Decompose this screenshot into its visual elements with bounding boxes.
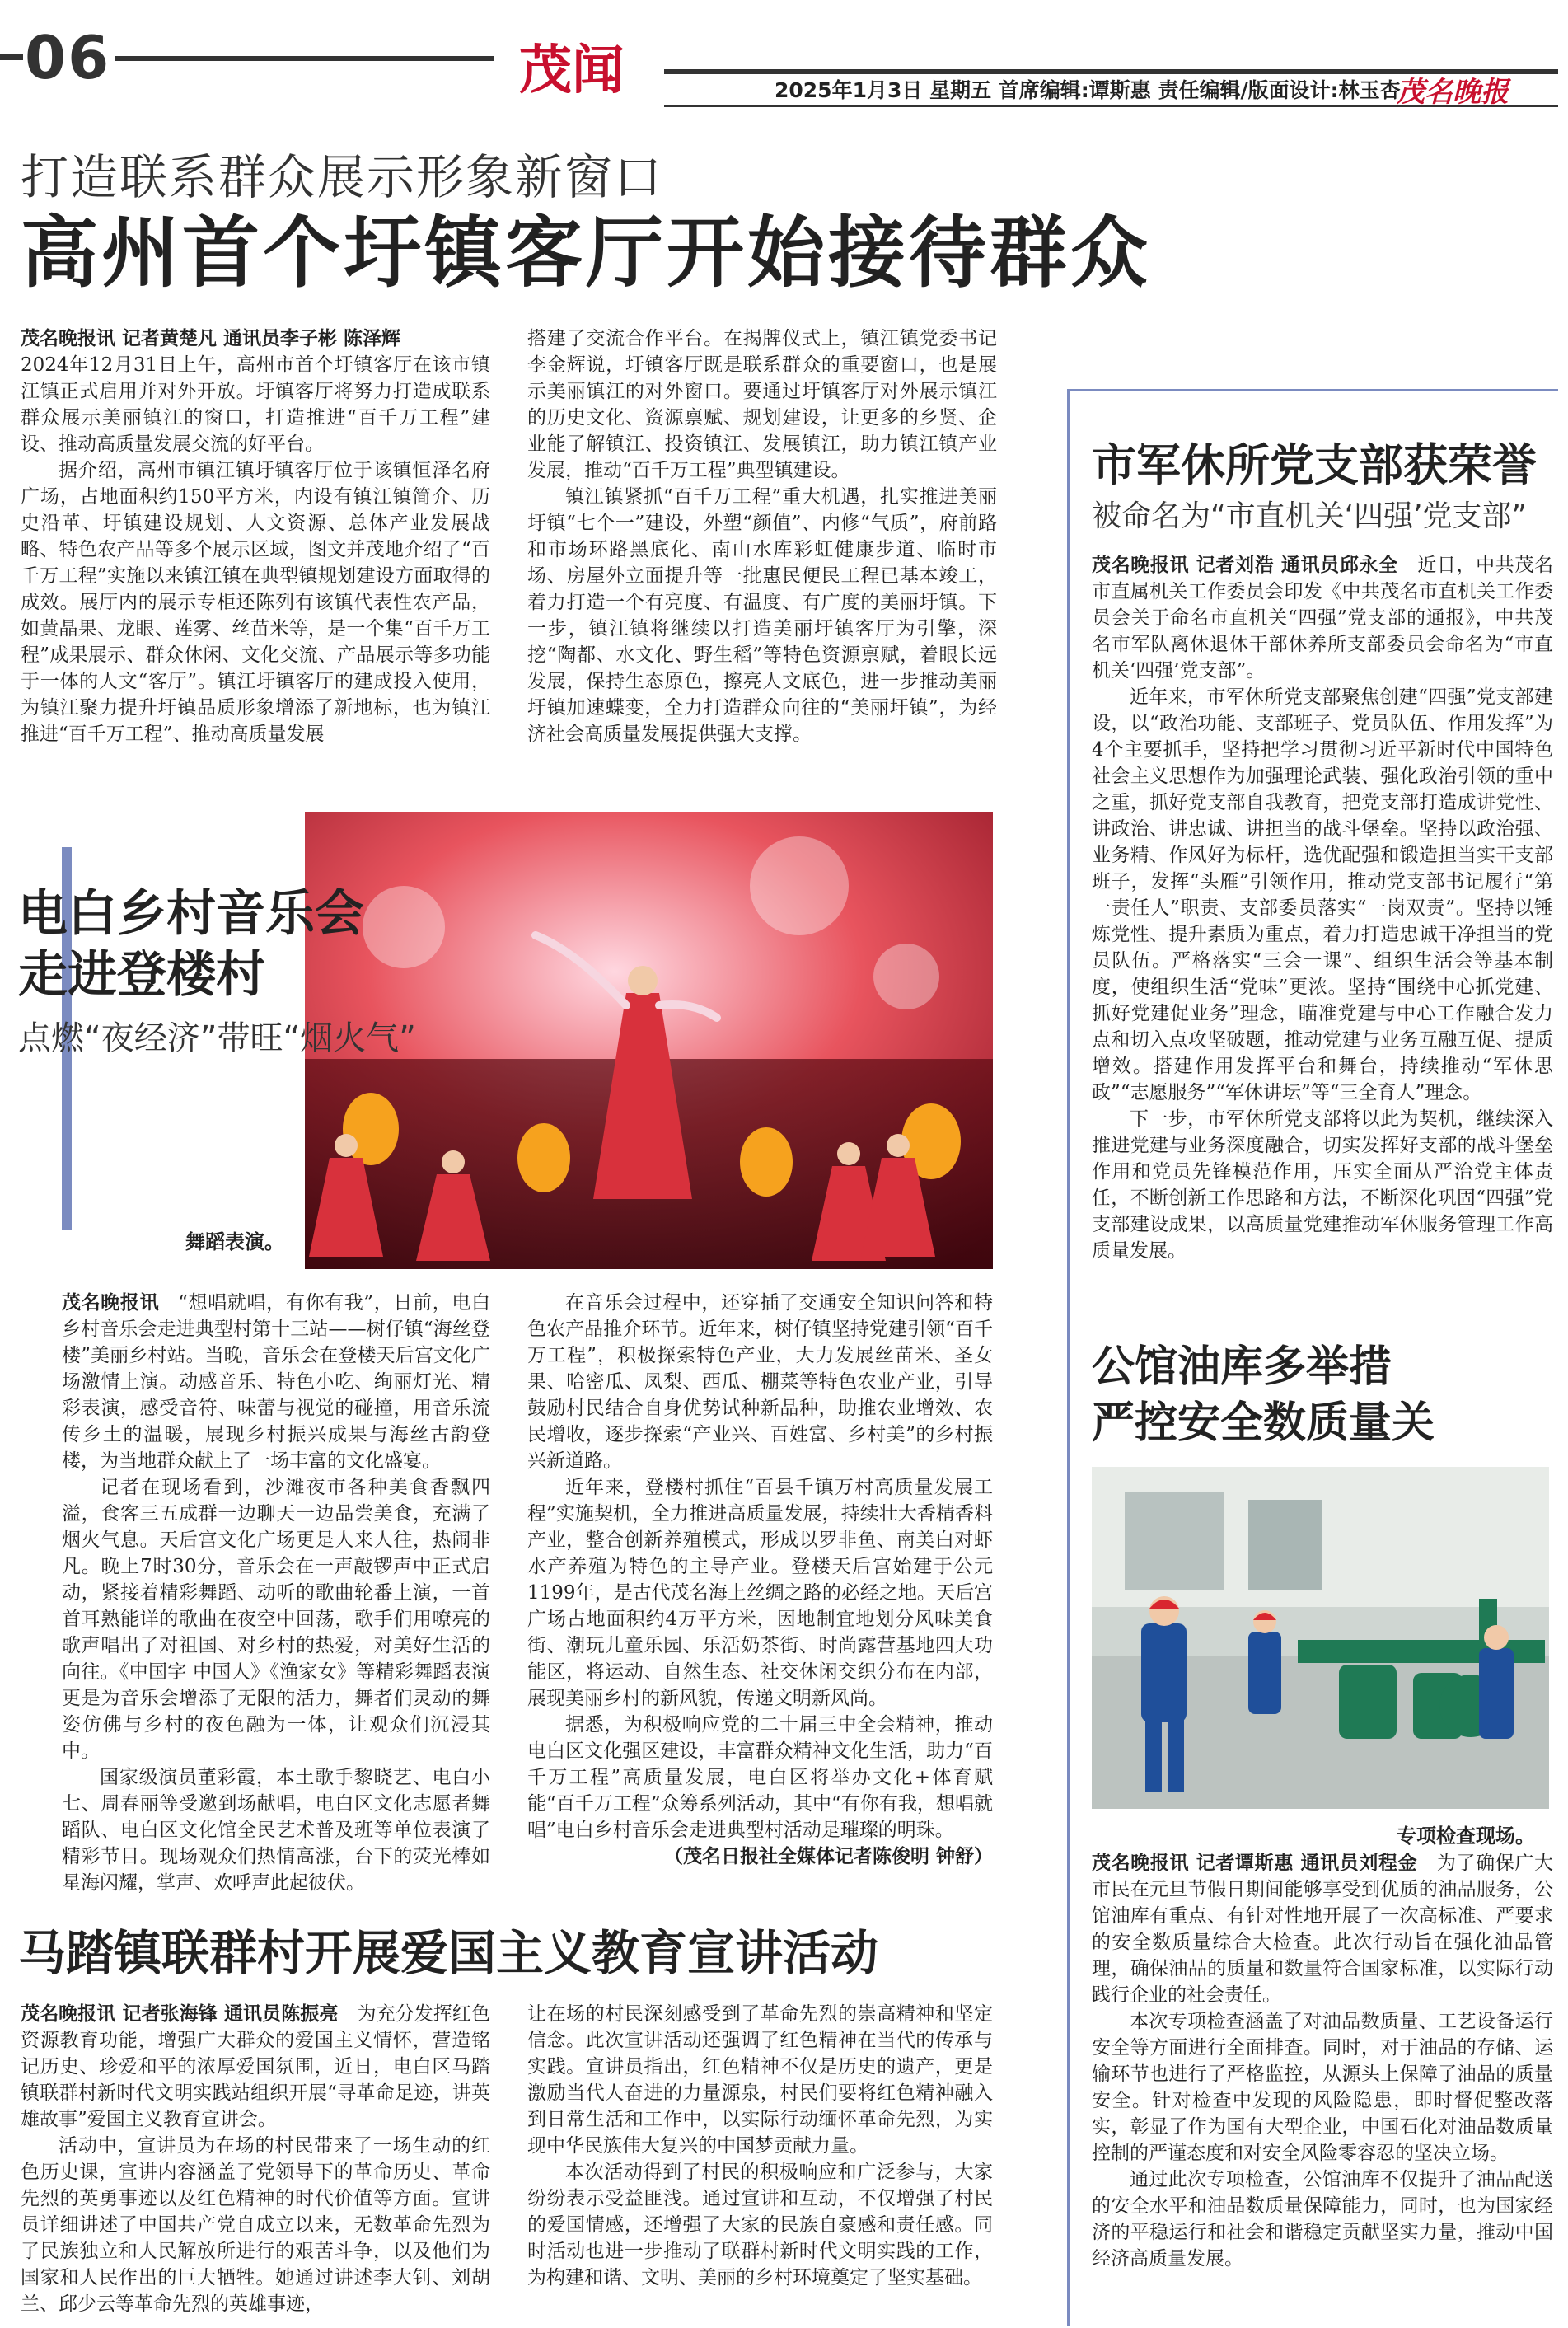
article1-paragraph: 2024年12月31日上午，高州市首个圩镇客厅在该市镇江镇正式启用并对外开放。圩镇客厅将努力打造成联系群众展示美丽镇江的窗口，打造推进“百千万工程”建设、推动高质量发展交流的好平台。 (21, 354, 490, 455)
article2-headline-line2: 走进登楼村 (18, 946, 265, 1004)
article2-column-2 (527, 1290, 993, 1870)
inspection-photo (1092, 1467, 1549, 1809)
article5-headline-line1: 公馆油库多举措 (1092, 1342, 1392, 1392)
article2-paragraph: 国家级演员董彩霞，本土歌手黎晓艺、电白小七、周春丽等受邀到场献唱，电白区文化志愿者舞蹈队、电白区文化馆全民艺术普及班等单位表演了精彩节目。现场观众们热情高涨，台下的荧光棒如星海闪耀，掌声、欢呼声此起彼伏。 (62, 1767, 490, 1894)
article4-paragraph: 近年来，市军休所党支部聚焦创建“四强”党支部建设，以“政治功能、支部班子、党员队伍、作用发挥”为4个主要抓手，坚持把学习贯彻习近平新时代中国特色社会主义思想作为加强理论武装、强化政治引领的重中之重，抓好党支部自我教育，把党支部打造成讲党性、讲政治、讲忠诚、讲担当的战斗堡垒。坚持以政治强、业务精、作风好为标杆，选优配强和锻造担当实干支部班子，发挥“头雁”引领作用，推动党支部书记履行“第一责任人”职责、支部委员落实“一岗双责”。坚持以锤炼党性、提升素质为重点，着力打造忠诚干净担当的党员队伍。严格落实“三会一课”、组织生活会等基本制度，使组织生活“党味”更浓。坚持“围绕中心抓党建、抓好党建促业务”理念，瞄准党建与中心工作融合发力点和切入点攻坚破题，推动党建与业务互融互促、提质增效。搭建作用发挥平台和舞台，持续推动“军休思政”“志愿服务”“军休讲坛”等“三全育人”理念。 (1092, 686, 1553, 1103)
article3-paragraph: 活动中，宣讲员为在场的村民带来了一场生动的红色历史课，宣讲内容涵盖了党领导下的革命历史、革命先烈的英勇事迹以及红色精神的时代价值等方面。宣讲员详细讲述了中国共产党自成立以来，无数革命先烈为了民族独立和人民解放所进行的艰苦斗争，以及他们为国家和人民作出的巨大牺牲。她通过讲述李大钊、刘胡兰、邱少云等革命先烈的英雄事迹， (21, 2135, 490, 2315)
article5-body (1092, 1850, 1553, 2272)
dateline: 2025年1月3日 星期五 首席编辑:谭斯惠 责任编辑/版面设计:林玉杏 (775, 78, 1401, 102)
article5-paragraph: 通过此次专项检查，公馆油库不仅提升了油品配送的安全水平和油品数质量保障能力，同时，也为国家经济的平稳运行和社会和谐稳定贡献坚实力量，推动中国经济高质量发展。 (1092, 2169, 1553, 2269)
article4-headline: 市军休所党支部获荣誉 (1092, 439, 1537, 491)
article1-kicker: 打造联系群众展示形象新窗口 (21, 149, 664, 205)
article1-column-1 (21, 326, 490, 747)
article4-byline: 茂名晚报讯 记者刘浩 通讯员邱永全 (1092, 555, 1398, 576)
article2-paragraph: 记者在现场看到，沙滩夜市各种美食香飘四溢，食客三五成群一边聊天一边品尝美食，充满了烟火气息。天后宫文化广场更是人来人往，热闹非凡。晚上7时30分，音乐会在一声敲锣声中正式启动，紧接着精彩舞蹈、动听的歌曲轮番上演，一首首耳熟能详的歌曲在夜空中回荡，歌手们用嘹亮的歌声唱出了对祖国、对乡村的热爱，对美好生活的向往。《中国字 中国人》《渔家女》等精彩舞蹈表演更是为音乐会增添了无限的活力，舞者们灵动的舞姿仿佛与乡村的夜色融为一体，让观众们沉浸其中。 (62, 1477, 490, 1762)
article5-paragraph: 本次专项检查涵盖了对油品数质量、工艺设备运行安全等方面进行全面排查。同时，对于油品的存储、运输环节也进行了严格监控，从源头上保障了油品的质量安全。针对检查中发现的风险隐患，即时督促整改落实，彰显了作为国有大型企业，中国石化对油品数质量控制的严谨态度和对安全风险零容忍的坚决立场。 (1092, 2011, 1553, 2164)
article1-paragraph: 据介绍，高州市镇江镇圩镇客厅位于该镇恒泽名府广场，占地面积约150平方米，内设有镇江镇简介、历史沿革、圩镇建设规划、人文资源、总体产业发展战略、特色农产品等多个展示区域，图文并茂地介绍了“百千万工程”实施以来镇江镇在典型镇规划建设方面取得的成效。展厅内的展示专柜还陈列有该镇代表性农产品，如黄晶果、龙眼、莲雾、丝苗米等，是一个集“百千万工程”成果展示、群众休闲、文化交流、产品展示等多功能于一体的人文“客厅”。镇江圩镇客厅的建成投入使用，为镇江聚力提升圩镇品质形象增添了新地标，也为镇江推进“百千万工程”、推动高质量发展 (21, 460, 490, 745)
article2-paragraph: 据悉，为积极响应党的二十届三中全会精神，推动电白区文化强区建设，丰富群众精神文化生活，助力“百千万工程”高质量发展，电白区将举办文化+体育赋能“百千万工程”众筹系列活动，其中“有你有我，想唱就唱”电白乡村音乐会走进典型村活动是璀璨的明珠。 (527, 1714, 993, 1841)
article1-paragraph: 镇江镇紧抓“百千万工程”重大机遇，扎实推进美丽圩镇“七个一”建设，外塑“颜值”、内修“气质”，府前路和市场环路黑底化、南山水库彩虹健康步道、临时市场、房屋外立面提升等一批惠民便民工程已基本竣工，着力打造一个有亮度、有温度、有广度的美丽圩镇。下一步，镇江镇将继续以打造美丽圩镇客厅为引擎，深挖“陶都、水文化、野生稻”等特色资源禀赋，着眼长远发展，保持生态原色，擦亮人文底色，进一步推动美丽圩镇加速蝶变，全力打造群众向往的“美丽圩镇”，为经济社会高质量发展提供强大支撑。 (527, 486, 997, 745)
article2-byline: 茂名晚报讯 (62, 1292, 160, 1314)
article3-paragraph: 让在场的村民深刻感受到了革命先烈的崇高精神和坚定信念。此次宣讲活动还强调了红色精神在当代的传承与实践。宣讲员指出，红色精神不仅是历史的遗产，更是激励当代人奋进的力量源泉，村民们要将红色精神融入到日常生活和工作中，以实际行动缅怀革命先烈，为实现中华民族伟大复兴的中国梦贡献力量。 (527, 2003, 993, 2157)
article2-subhead: 点燃“夜经济”带旺“烟火气” (18, 1019, 416, 1057)
masthead-rule (115, 56, 494, 61)
section-name: 茂闻 (519, 40, 625, 101)
page-number: 06 (25, 23, 111, 92)
article4-paragraph: 下一步，市军休所党支部将以此为契机，继续深入推进党建与业务深度融合，切实发挥好支部的战斗堡垒作用和党员先锋模范作用，压实全面从严治党主体责任，不断创新工作思路和方法，不断深化巩固“四强”党支部建设成果，以高质量党建推动军休服务管理工作高质量发展。 (1092, 1108, 1553, 1262)
article5-byline: 茂名晚报讯 记者谭斯惠 通讯员刘程金 (1092, 1853, 1418, 1874)
article3-paragraph: 本次活动得到了村民的积极响应和广泛参与，大家纷纷表示受益匪浅。通过宣讲和互动，不仅增强了村民的爱国情感，还增强了大家的民族自豪感和责任感。同时活动也进一步推动了联群村新时代文明实践的工作，为构建和谐、文明、美丽的乡村环境奠定了坚实基础。 (527, 2162, 993, 2288)
article2-credit: （茂名日报社全媒体记者陈俊明 钟舒） (663, 1846, 993, 1867)
article4-body (1092, 552, 1553, 1264)
article4-subhead: 被命名为“市直机关‘四强’党支部” (1092, 499, 1528, 533)
article1-column-2 (527, 326, 997, 747)
article3-paragraph: 为充分发挥红色资源教育功能，增强广大群众的爱国主义情怀，营造铭记历史、珍爱和平的浓厚爱国氛围，近日，电白区马踏镇联群村新时代文明实践站组织开展“寻革命足迹，讲英雄故事”爱国主义教育宣讲会。 (21, 2003, 491, 2130)
inspection-photo-caption: 专项检查现场。 (1397, 1824, 1535, 1848)
article3-headline: 马踏镇联群村开展爱国主义教育宣讲活动 (18, 1925, 879, 1981)
article2-paragraph: “想唱就唱，有你有我”，日前，电白乡村音乐会走进典型村第十三站——树仔镇“海丝登楼”美丽乡村站。当晚，音乐会在登楼天后宫文化广场激情上演。动感音乐、特色小吃、绚丽灯光、精彩表演，感受音符、味蕾与视觉的碰撞，用音乐流传乡土的温暖，展现乡村振兴成果与海丝古韵登楼，为当地群众献上了一场丰富的文化盛宴。 (62, 1292, 490, 1472)
dance-photo-caption: 舞蹈表演。 (185, 1230, 284, 1253)
article5-paragraph: 为了确保广大市民在元旦节假日期间能够享受到优质的油品服务，公馆油库有重点、有针对性地开展了一次高标准、严要求的安全数质量综合大检查。此次行动旨在强化油品管理，确保油品的质量和数量符合国家标准，以实际行动践行企业的社会责任。 (1092, 1853, 1554, 2006)
paper-logo: 茂名晚报 (1397, 76, 1509, 109)
article4-paragraph: 近日，中共茂名市直属机关工作委员会印发《中共茂名市直机关工作委员会关于命名市直机关“四强”党支部的通报》，中共茂名市军队离休退休干部休养所支部委员会命名为“市直机关‘四强’党支部”。 (1092, 555, 1554, 682)
article2-paragraph: 近年来，登楼村抓住“百县千镇万村高质量发展工程”实施契机，全力推进高质量发展，持续壮大香精香料产业，整合创新养殖模式，形成以罗非鱼、南美白对虾水产养殖为特色的主导产业。登楼天后宫始建于公元1199年，是古代茂名海上丝绸之路的必经之地。天后宫广场占地面积约4万平方米，因地制宜地划分风味美食街、潮玩儿童乐园、乐活奶茶街、时尚露营基地四大功能区，将运动、自然生态、社交休闲交织分布在内部，展现美丽乡村的新风貌，传递文明新风尚。 (527, 1477, 993, 1709)
article2-paragraph: 在音乐会过程中，还穿插了交通安全知识问答和特色农产品推介环节。近年来，树仔镇坚持党建引领“百千万工程”，积极探索特色产业，大力发展丝苗米、圣女果、哈密瓜、凤梨、西瓜、棚菜等特色农业产业，引导鼓励村民结合自身优势试种新品种，助推农业增效、农民增收，逐步探索“产业兴、百姓富、乡村美”的乡村振兴新道路。 (527, 1292, 993, 1472)
article2-column-1 (62, 1290, 490, 1896)
article3-column-1 (21, 2001, 490, 2317)
page-number-dash (0, 54, 23, 60)
article2-headline-line1: 电白乡村音乐会 (18, 885, 364, 943)
article1-byline: 茂名晚报讯 记者黄楚凡 通讯员李子彬 陈泽辉 (21, 328, 401, 349)
article1-paragraph: 搭建了交流合作平台。在揭牌仪式上，镇江镇党委书记李金辉说，圩镇客厅既是联系群众的重要窗口，也是展示美丽镇江的对外窗口。要通过圩镇客厅对外展示镇江的历史文化、资源禀赋、规划建设，让更多的乡贤、企业能了解镇江、投资镇江、发展镇江，助力镇江镇产业发展，推动“百千万工程”典型镇建设。 (527, 328, 997, 481)
article3-column-2 (527, 2001, 993, 2291)
article5-headline-line2: 严控安全数质量关 (1092, 1398, 1435, 1448)
article1-headline: 高州首个圩镇客厅开始接待群众 (21, 208, 1152, 298)
article3-byline: 茂名晚报讯 记者张海锋 通讯员陈振亮 (21, 2003, 339, 2025)
